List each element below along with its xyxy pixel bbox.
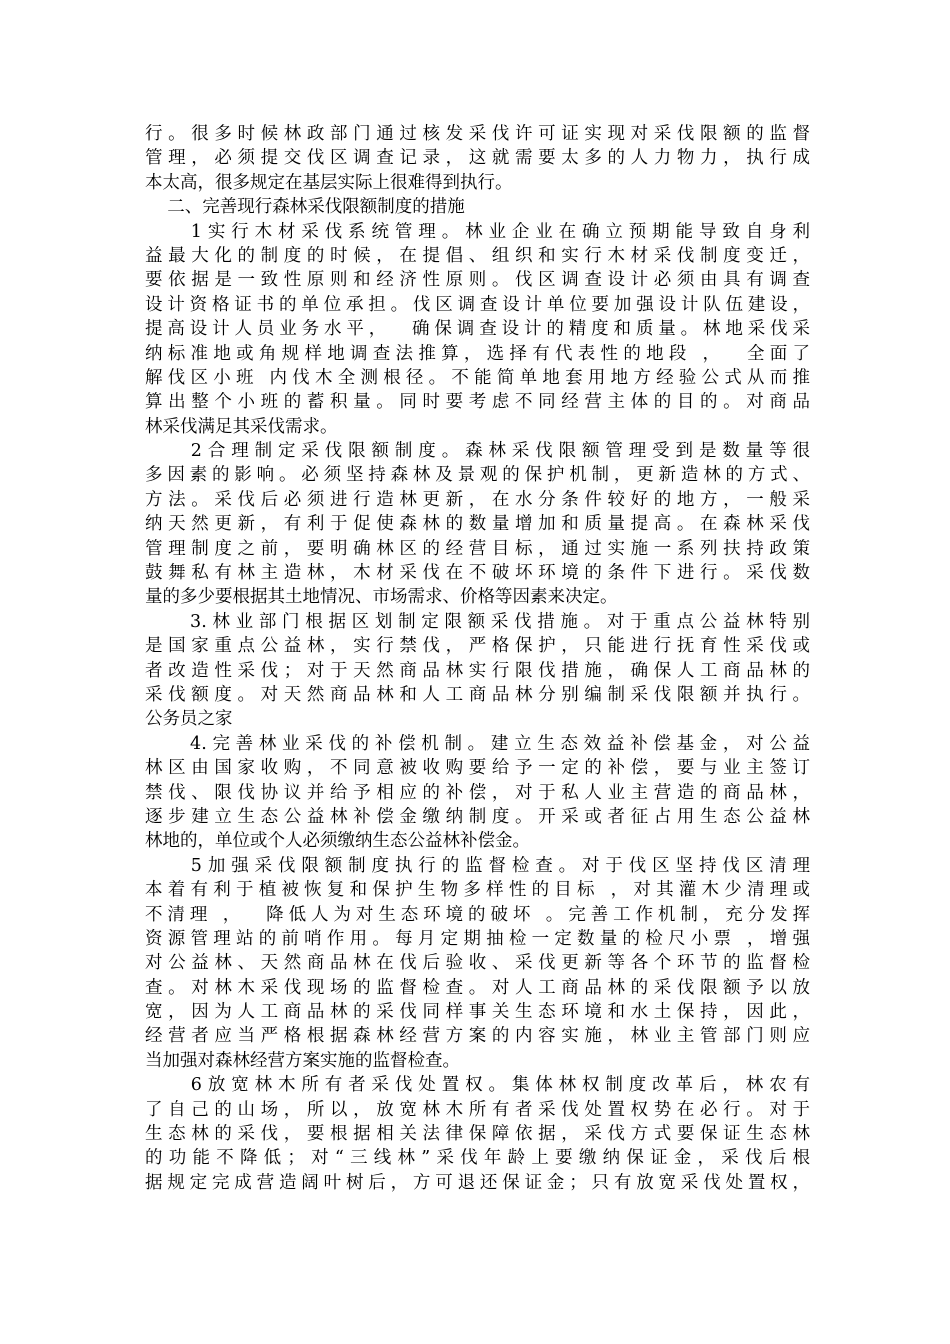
text-line: 要依据是一致性原则和经济性原则。伐区调查设计必须由具有调查: [145, 270, 810, 291]
text-line: 是国家重点公益林，实行禁伐，严格保护，只能进行抚育性采伐或: [145, 636, 810, 657]
text-line: 查。对林木采伐现场的监督检查。对人工商品林的采伐限额予以放: [145, 977, 810, 998]
text-line: 据规定完成营造阔叶树后，方可退还保证金；只有放宽采伐处置权，: [145, 1172, 810, 1193]
text-line: 林采伐满足其采伐需求。: [145, 416, 338, 437]
text-line: 公务员之家: [145, 709, 233, 730]
text-line: 3.林业部门根据区划制定限额采伐措施。对于重点公益林特别: [145, 611, 810, 632]
text-line: 5加强采伐限额制度执行的监督检查。对于伐区坚持伐区清理: [145, 855, 810, 876]
text-line: 方法。采伐后必须进行造林更新，在水分条件较好的地方，一般采: [145, 489, 810, 510]
text-line: 不清理 ， 降低人为对生态环境的破坏 。完善工作机制，充分发挥: [145, 904, 810, 925]
text-line: 2合理制定采伐限额制度。森林采伐限额管理受到是数量等很: [145, 441, 810, 462]
text-line: 宽，因为人工商品林的采伐同样事关生态环境和水土保持，因此，: [145, 1002, 810, 1023]
text-line: 算出整个小班的蓄积量。同时要考虑不同经营主体的目的。对商品: [145, 392, 810, 413]
text-line: 纳标准地或角规样地调查法推算，选择有代表性的地段 ， 全面了: [145, 343, 810, 364]
text-line: 6放宽林木所有者采伐处置权。集体林权制度改革后，林农有: [145, 1075, 810, 1096]
text-line: 当加强对森林经营方案实施的监督检查。: [145, 1050, 460, 1071]
text-line: 鼓舞私有林主造林，木材采伐在不破坏环境的条件下进行。采伐数: [145, 563, 810, 584]
text-line: 本太高，很多规定在基层实际上很难得到执行。: [145, 172, 513, 193]
text-line: 量的多少要根据其土地情况、市场需求、价格等因素来决定。: [145, 587, 618, 608]
text-line: 益最大化的制度的时候，在提倡、组织和实行木材采伐制度变迁，: [145, 245, 810, 266]
text-line: 多因素的影响。必须坚持森林及景观的保护机制，更新造林的方式、: [145, 465, 810, 486]
text-line: 的功能不降低；对“三线林”采伐年龄上要缴纳保证金，采伐后根: [145, 1148, 810, 1169]
text-line: 资源管理站的前哨作用。每月定期抽检一定数量的检尺小票 ，增强: [145, 928, 810, 949]
text-line: 4.完善林业采伐的补偿机制。建立生态效益补偿基金，对公益: [145, 733, 810, 754]
text-line: 逐步建立生态公益林补偿金缴纳制度。开采或者征占用生态公益林: [145, 806, 810, 827]
text-line: 林区由国家收购，不同意被收购要给予一定的补偿，要与业主签订: [145, 758, 810, 779]
text-line: 解伐区小班 内伐木全测根径。不能简单地套用地方经验公式从而推: [145, 367, 810, 388]
text-line: 二、完善现行森林采伐限额制度的措施: [145, 197, 465, 218]
document-body: [145, 122, 810, 1195]
text-line: 1实行木材采伐系统管理。林业企业在确立预期能导致自身利: [145, 221, 810, 242]
text-line: 者改造性采伐；对于天然商品林实行限伐措施，确保人工商品林的: [145, 660, 810, 681]
text-line: 经营者应当严格根据森林经营方案的内容实施，林业主管部门则应: [145, 1026, 810, 1047]
text-line: 纳天然更新，有利于促使森林的数量增加和质量提高。在森林采伐: [145, 514, 810, 535]
text-line: 了自己的山场，所以，放宽林木所有者采伐处置权势在必行。对于: [145, 1099, 810, 1120]
text-line: 采伐额度。对天然商品林和人工商品林分别编制采伐限额并执行。: [145, 684, 810, 705]
text-line: 管理制度之前，要明确林区的经营目标，通过实施一系列扶持政策: [145, 538, 810, 559]
text-line: 禁伐、限伐协议并给予相应的补偿，对于私人业主营造的商品林，: [145, 782, 810, 803]
text-line: 本着有利于植被恢复和保护生物多样性的目标 ，对其灌木少清理或: [145, 880, 810, 901]
text-line: 管理，必须提交伐区调查记录，这就需要太多的人力物力，执行成: [145, 148, 810, 169]
text-line: 对公益林、天然商品林在伐后验收、采伐更新等各个环节的监督检: [145, 953, 810, 974]
text-line: 行。很多时候林政部门通过核发采伐许可证实现对采伐限额的监督: [145, 124, 810, 144]
text-line: 设计资格证书的单位承担。伐区调查设计单位要加强设计队伍建设，: [145, 294, 810, 315]
text-line: 林地的，单位或个人必须缴纳生态公益林补偿金。: [145, 831, 530, 852]
text-line: 提高设计人员业务水平， 确保调查设计的精度和质量。林地采伐采: [145, 319, 810, 340]
text-line: 生态林的采伐，要根据相关法律保障依据，采伐方式要保证生态林: [145, 1124, 810, 1145]
